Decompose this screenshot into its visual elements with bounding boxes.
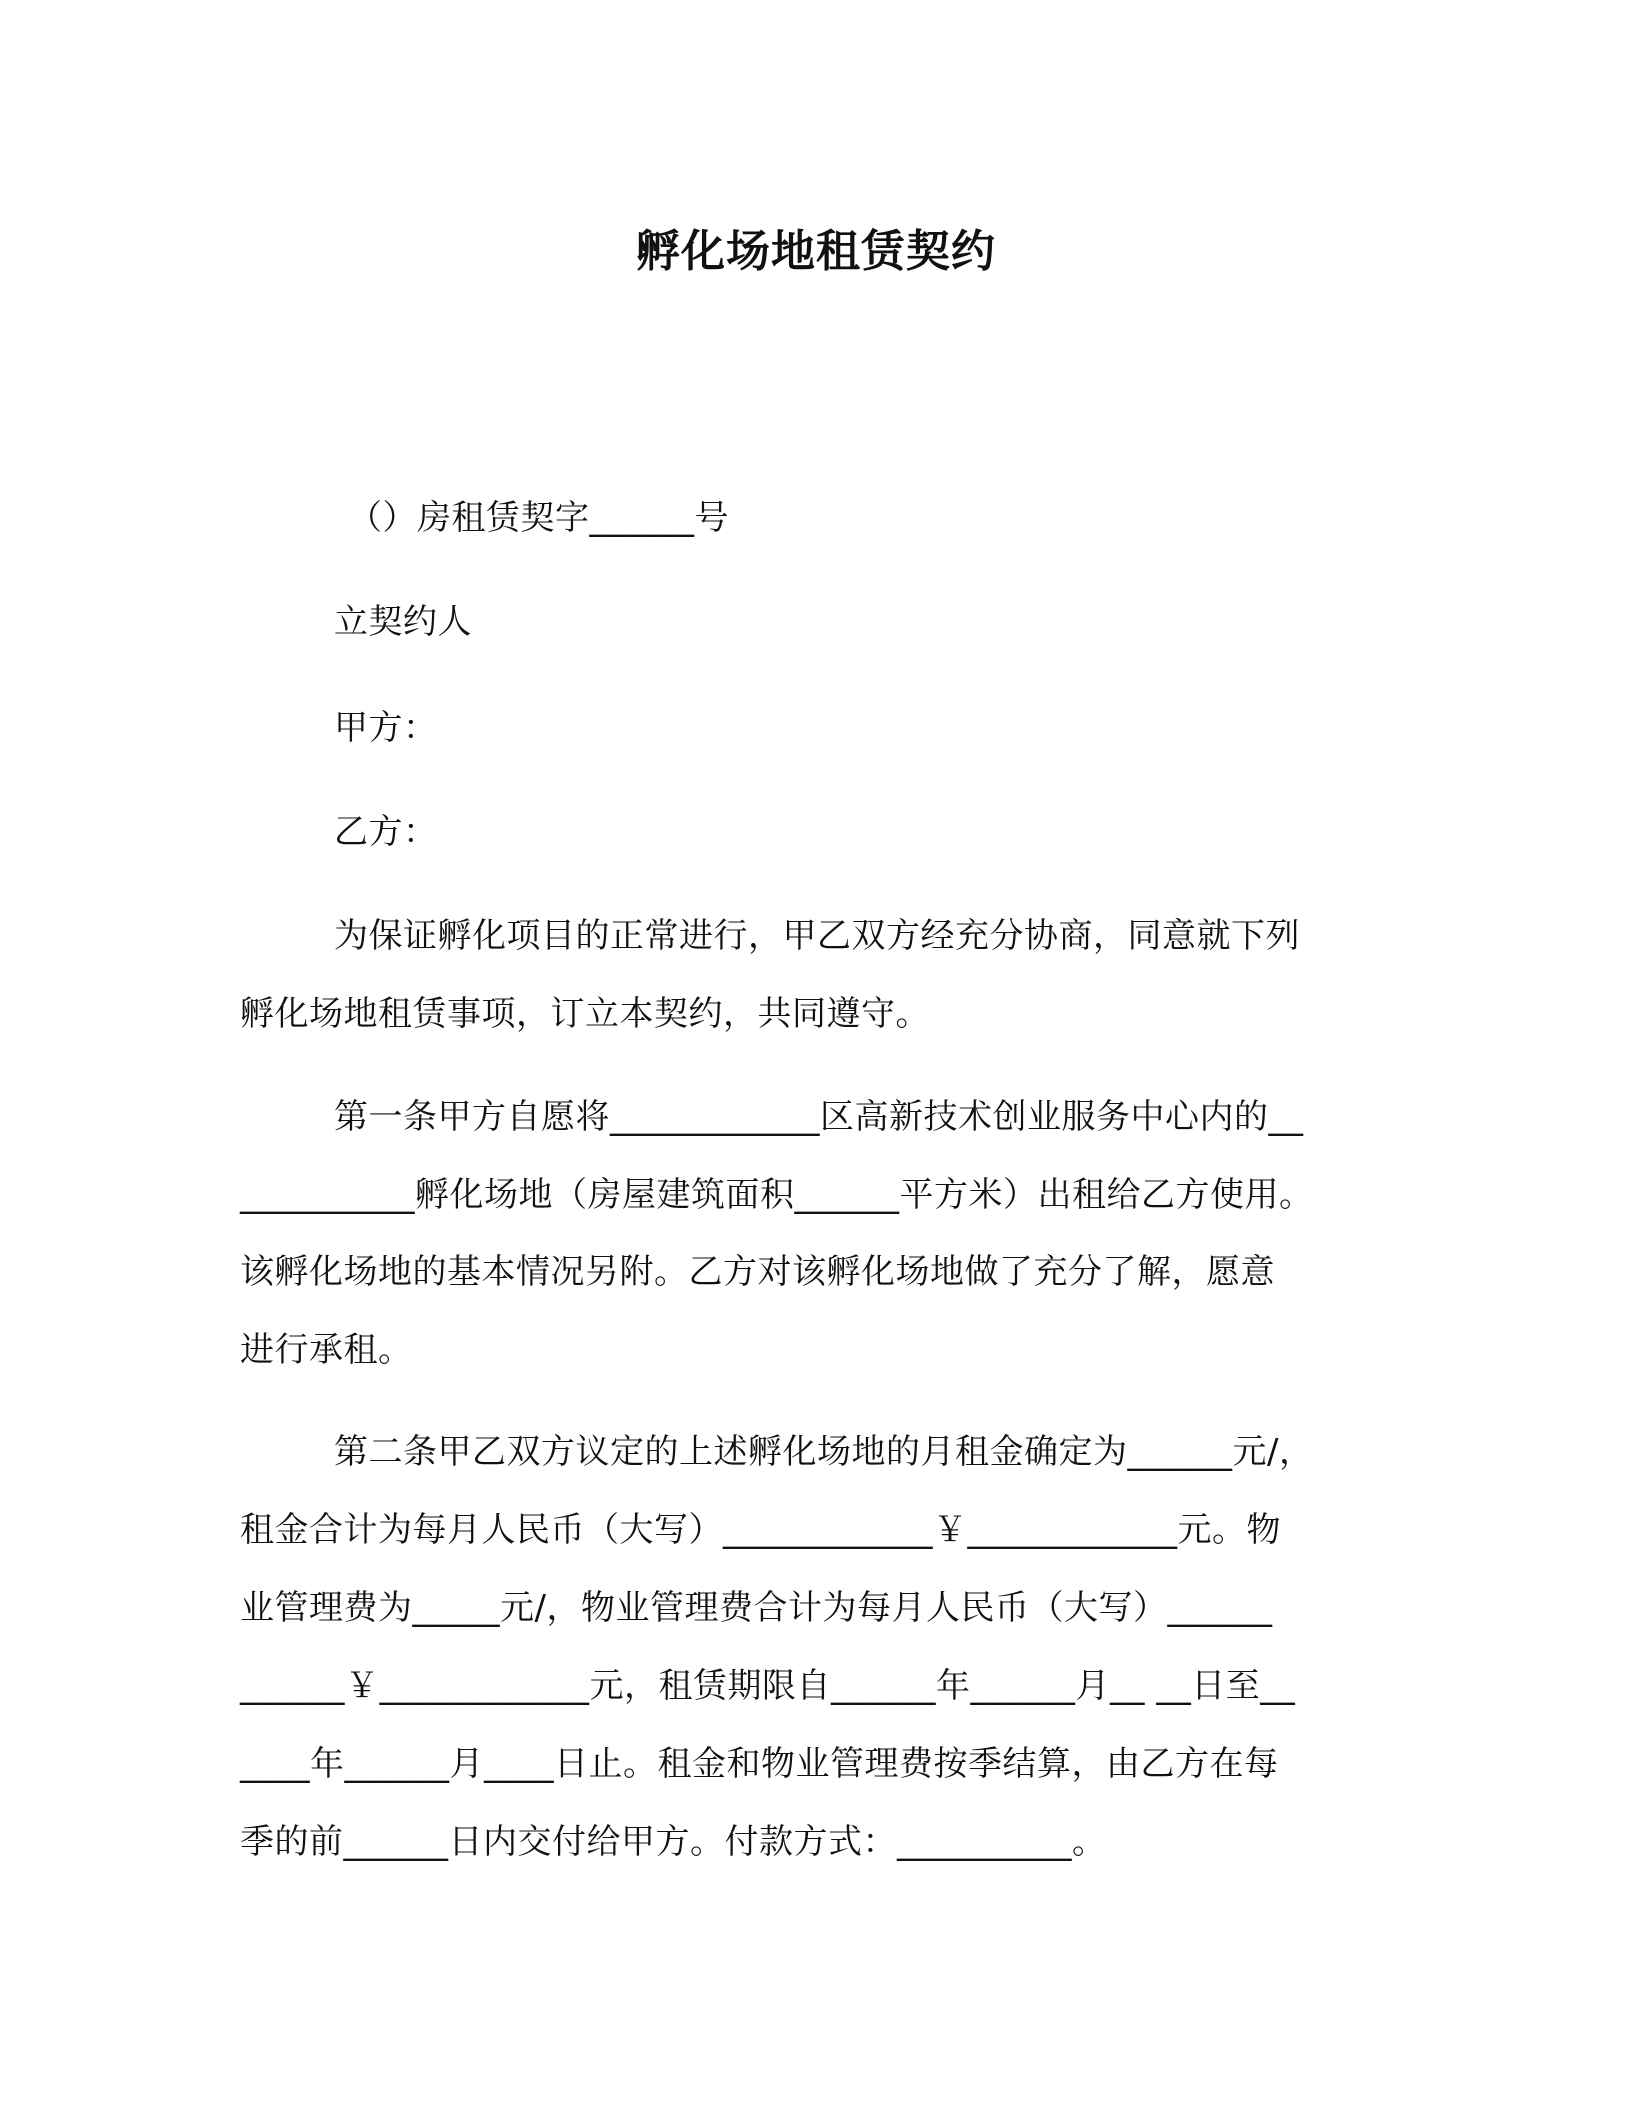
article2-line: ____年______月____日止。租金和物业管理费按季结算，由乙方在每 bbox=[240, 1744, 1279, 1784]
document-title: 孵化场地租赁契约 bbox=[636, 226, 996, 277]
article2-line: 季的前______日内交付给甲方。付款方式：__________。 bbox=[240, 1822, 1107, 1862]
party-a-label: 甲方： bbox=[334, 708, 438, 748]
party-b-label: 乙方： bbox=[334, 812, 438, 852]
article2-line: 业管理费为_____元/，物业管理费合计为每月人民币（大写）______ bbox=[240, 1588, 1273, 1628]
article1-line: 该孵化场地的基本情况另附。乙方对该孵化场地做了充分了解，愿意 bbox=[240, 1252, 1275, 1292]
article1-line: 进行承租。 bbox=[240, 1330, 413, 1370]
intro-line: 孵化场地租赁事项，订立本契约，共同遵守。 bbox=[240, 994, 930, 1034]
article2-line: ______￥____________元，租赁期限自______年______月__ __日至__ bbox=[240, 1666, 1296, 1706]
intro-line: 为保证孵化项目的正常进行，甲乙双方经充分协商，同意就下列 bbox=[334, 916, 1300, 956]
parties-heading: 立契约人 bbox=[334, 602, 472, 642]
article2-line: 第二条甲乙双方议定的上述孵化场地的月租金确定为______元/， bbox=[334, 1432, 1314, 1472]
contract-number: （）房租赁契字______号 bbox=[348, 498, 729, 538]
article2-line: 租金合计为每月人民币（大写）____________￥____________元。物 bbox=[240, 1510, 1281, 1550]
article1-line: 第一条甲方自愿将____________区高新技术创业服务中心内的__ bbox=[334, 1097, 1304, 1137]
article1-line: __________孵化场地（房屋建筑面积______平方米）出租给乙方使用。 bbox=[240, 1175, 1314, 1215]
